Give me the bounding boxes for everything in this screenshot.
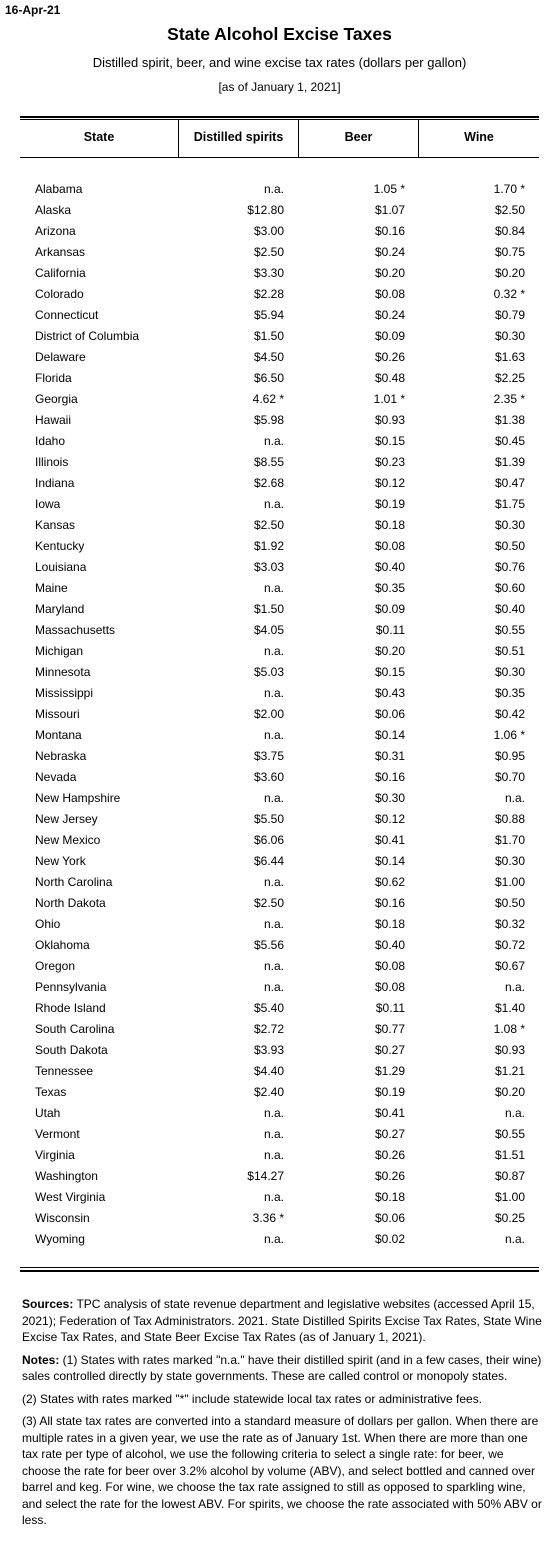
state-cell: Virginia [35,1148,75,1162]
distilled-spirits-cell: $1.50 [253,329,284,343]
column-header-distilled-spirits: Distilled spirits [193,130,284,144]
wine-cell: 1.08 * [493,1022,525,1036]
sources-note [22,1296,542,1346]
state-cell: Indiana [35,476,75,490]
beer-cell: $0.27 [374,1043,405,1057]
state-cell: Vermont [35,1127,80,1141]
distilled-spirits-cell: n.a. [263,980,284,994]
wine-cell: $1.63 [494,350,525,364]
wine-cell: $0.50 [494,539,525,553]
page-subtitle: Distilled spirit, beer, and wine excise tax rates (dollars per gallon) [92,55,467,70]
distilled-spirits-cell: $4.50 [253,350,284,364]
beer-cell: $0.19 [374,1085,405,1099]
distilled-spirits-cell: $2.50 [253,896,284,910]
distilled-spirits-cell: $2.68 [253,476,284,490]
distilled-spirits-cell: $5.40 [253,1001,284,1015]
beer-cell: $0.02 [374,1232,405,1246]
state-cell: Wyoming [35,1232,85,1246]
table-row [0,641,559,662]
distilled-spirits-cell: n.a. [263,581,284,595]
beer-cell: $0.26 [374,1169,405,1183]
distilled-spirits-cell: $6.44 [253,854,284,868]
state-cell: North Carolina [35,875,113,889]
state-cell: Delaware [35,350,86,364]
beer-cell: $0.11 [375,1001,405,1015]
beer-cell: $0.77 [374,1022,405,1036]
distilled-spirits-cell: $3.93 [253,1043,284,1057]
wine-cell: n.a. [504,1232,525,1246]
tax-table-body [0,179,559,1250]
table-row [0,1208,559,1229]
table-row [0,872,559,893]
wine-cell: n.a. [504,980,525,994]
beer-cell: $0.11 [375,623,405,637]
state-cell: Hawaii [35,413,72,427]
state-cell: Louisiana [35,560,87,574]
table-row [0,1124,559,1145]
table-top-rule-inner [20,119,539,120]
table-row [0,410,559,431]
table-row [0,788,559,809]
beer-cell: $0.16 [374,224,405,238]
state-cell: Alabama [35,182,83,196]
distilled-spirits-cell: $2.50 [253,245,284,259]
table-row [0,620,559,641]
table-row [0,263,559,284]
column-header-wine: Wine [464,130,494,144]
table-row [0,368,559,389]
beer-cell: $0.16 [374,896,405,910]
column-header-state: State [83,130,115,144]
state-cell: Colorado [35,287,84,301]
table-row [0,956,559,977]
wine-cell: 1.06 * [493,728,525,742]
notes-section [22,1296,542,1535]
wine-cell: $0.76 [494,560,525,574]
distilled-spirits-cell: n.a. [263,434,284,448]
table-row [0,914,559,935]
distilled-spirits-cell: $5.56 [253,938,284,952]
wine-cell: $0.84 [494,224,525,238]
wine-cell: $0.20 [494,1085,525,1099]
wine-cell: $2.25 [494,371,525,385]
state-cell: Arkansas [35,245,86,259]
state-cell: Connecticut [35,308,99,322]
state-cell: North Dakota [35,896,106,910]
beer-cell: $0.30 [374,791,405,805]
distilled-spirits-cell: $6.06 [253,833,284,847]
distilled-spirits-cell: n.a. [263,1148,284,1162]
beer-cell: $0.08 [374,959,405,973]
header-bottom-rule [20,157,539,158]
table-row [0,1229,559,1250]
distilled-spirits-cell: $1.50 [253,602,284,616]
state-cell: Missouri [35,707,80,721]
table-row [0,830,559,851]
state-cell: New Hampshire [35,791,121,805]
state-cell: Georgia [35,392,78,406]
distilled-spirits-cell: $2.40 [253,1085,284,1099]
state-cell: Pennsylvania [35,980,107,994]
table-row [0,1103,559,1124]
distilled-spirits-cell: $2.00 [253,707,284,721]
table-row [0,998,559,1019]
table-row [0,1187,559,1208]
distilled-spirits-cell: $3.03 [253,560,284,574]
table-top-rule [20,116,539,118]
beer-cell: $0.35 [374,581,405,595]
notes-label: Notes: [22,1352,60,1367]
state-cell: Nevada [35,770,77,784]
state-cell: Arizona [35,224,76,238]
report-date: 16-Apr-21 [5,3,61,17]
state-cell: New Jersey [35,812,98,826]
wine-cell: $0.95 [494,749,525,763]
table-row [0,515,559,536]
table-row [0,662,559,683]
wine-cell: $0.67 [494,959,525,973]
table-row [0,851,559,872]
state-cell: Washington [35,1169,98,1183]
state-cell: Michigan [35,644,84,658]
beer-cell: $0.40 [374,560,405,574]
state-cell: Rhode Island [35,1001,106,1015]
distilled-spirits-cell: $4.05 [253,623,284,637]
beer-cell: $0.26 [374,1148,405,1162]
state-cell: Illinois [35,455,69,469]
state-cell: Minnesota [35,665,91,679]
beer-cell: $0.14 [374,728,405,742]
table-row [0,1166,559,1187]
table-row [0,746,559,767]
beer-cell: $0.26 [374,350,405,364]
table-row [0,179,559,200]
wine-cell: $1.75 [494,497,525,511]
beer-cell: $0.12 [374,812,405,826]
table-row [0,704,559,725]
distilled-spirits-cell: n.a. [263,959,284,973]
distilled-spirits-cell: n.a. [263,644,284,658]
table-row [0,305,559,326]
table-row [0,1040,559,1061]
wine-cell: $0.60 [494,581,525,595]
distilled-spirits-cell: $2.28 [253,287,284,301]
table-bottom-rule-outer [20,1270,539,1272]
distilled-spirits-cell: $14.27 [247,1169,284,1183]
distilled-spirits-cell: n.a. [263,1127,284,1141]
beer-cell: $0.62 [374,875,405,889]
distilled-spirits-cell: n.a. [263,1106,284,1120]
note-3: (3) All state tax rates are converted into a standard measure of dollars per gallon. When there are multiple rates in a given year, we use the rate as of January 1st. When there are more than one tax rate per type of alcohol, we use the following criteria to select a single rate: for beer, we choose the rate for beer over 3.2% alcohol by volume (ABV), and select bottled and canned over barrel and keg. For wine, we choose the tax rate assigned to still as opposed to sparkling wine, and select the rate for the lowest ABV. For spirits, we choose the rate associated with 50% ABV or less. [22,1414,542,1527]
wine-cell: $0.70 [494,770,525,784]
state-cell: California [35,266,86,280]
beer-cell: $1.29 [374,1064,405,1078]
beer-cell: $0.41 [374,833,405,847]
wine-cell: $0.30 [494,518,525,532]
distilled-spirits-cell: n.a. [263,1190,284,1204]
wine-cell: $0.40 [494,602,525,616]
state-cell: Massachusetts [35,623,116,637]
state-cell: Nebraska [35,749,87,763]
table-row [0,284,559,305]
beer-cell: $0.15 [374,434,405,448]
table-row [0,242,559,263]
table-row [0,473,559,494]
distilled-spirits-cell: $2.50 [253,518,284,532]
wine-cell: $0.79 [494,308,525,322]
wine-cell: $1.00 [494,875,525,889]
table-row [0,389,559,410]
wine-cell: $1.40 [494,1001,525,1015]
beer-cell: $0.41 [374,1106,405,1120]
beer-cell: $0.24 [374,308,405,322]
sources-text: TPC analysis of state revenue department and legislative websites (accessed April 15, 2021); Federation of Tax Administrators. 2021. State Distilled Spirits Excise Tax Rates, State Wine Excise Tax Rates, and State Beer Excise Tax Rates (as of January 1, 2021). [22,1297,542,1344]
beer-cell: $0.09 [374,602,405,616]
wine-cell: $0.30 [494,854,525,868]
beer-cell: $0.08 [374,287,405,301]
wine-cell: 1.70 * [493,182,525,196]
table-row [0,326,559,347]
as-of-date: [as of January 1, 2021] [218,80,341,94]
wine-cell: $1.51 [494,1148,525,1162]
table-row [0,683,559,704]
wine-cell: $0.87 [494,1169,525,1183]
page-title: State Alcohol Excise Taxes [167,24,392,44]
wine-cell: $0.75 [494,245,525,259]
wine-cell: $2.50 [494,203,525,217]
table-row [0,1082,559,1103]
wine-cell: $1.39 [494,455,525,469]
wine-cell: $0.55 [494,1127,525,1141]
state-cell: Texas [35,1085,67,1099]
wine-cell: $0.50 [494,896,525,910]
distilled-spirits-cell: n.a. [263,182,284,196]
state-cell: Tennessee [35,1064,94,1078]
wine-cell: n.a. [504,791,525,805]
beer-cell: $0.18 [374,518,405,532]
beer-cell: $0.40 [374,938,405,952]
wine-cell: $0.20 [494,266,525,280]
beer-cell: $0.23 [374,455,405,469]
beer-cell: $0.48 [374,371,405,385]
state-cell: South Carolina [35,1022,115,1036]
table-row [0,536,559,557]
note-2: (2) States with rates marked "*" include statewide local tax rates or administrative fees. [22,1391,483,1406]
table-row [0,1145,559,1166]
wine-cell: $1.70 [494,833,525,847]
wine-cell: n.a. [504,1106,525,1120]
table-row [0,494,559,515]
beer-cell: $0.20 [374,644,405,658]
wine-cell: $0.32 [494,917,525,931]
table-row [0,221,559,242]
table-bottom-rule [20,1267,539,1268]
wine-cell: $0.88 [494,812,525,826]
state-cell: New Mexico [35,833,101,847]
distilled-spirits-cell: n.a. [263,917,284,931]
state-cell: New York [35,854,86,868]
distilled-spirits-cell: $5.98 [253,413,284,427]
state-cell: West Virginia [35,1190,106,1204]
distilled-spirits-cell: $3.75 [253,749,284,763]
distilled-spirits-cell: n.a. [263,686,284,700]
state-cell: Oklahoma [35,938,90,952]
distilled-spirits-cell: n.a. [263,791,284,805]
note-1 [22,1352,542,1385]
wine-cell: $0.55 [494,623,525,637]
table-row [0,1019,559,1040]
wine-cell: 0.32 * [493,287,525,301]
state-cell: Utah [35,1106,61,1120]
beer-cell: $0.06 [374,707,405,721]
distilled-spirits-cell: n.a. [263,1232,284,1246]
wine-cell: $0.72 [494,938,525,952]
distilled-spirits-cell: $1.92 [253,539,284,553]
state-cell: Kentucky [35,539,85,553]
wine-cell: $0.42 [494,707,525,721]
wine-cell: $0.51 [494,644,525,658]
wine-cell: $0.45 [494,434,525,448]
beer-cell: $0.18 [374,917,405,931]
distilled-spirits-cell: 4.62 * [252,392,284,406]
state-cell: South Dakota [35,1043,108,1057]
beer-cell: $0.16 [374,770,405,784]
state-cell: Oregon [35,959,76,973]
table-row [0,431,559,452]
beer-cell: $0.93 [374,413,405,427]
beer-cell: $0.27 [374,1127,405,1141]
column-header-beer: Beer [344,130,373,144]
distilled-spirits-cell: n.a. [263,875,284,889]
distilled-spirits-cell: $3.60 [253,770,284,784]
state-cell: Florida [35,371,72,385]
beer-cell: $0.18 [374,1190,405,1204]
wine-cell: $0.35 [494,686,525,700]
beer-cell: $0.24 [374,245,405,259]
state-cell: Maryland [35,602,85,616]
distilled-spirits-cell: 3.36 * [252,1211,284,1225]
wine-cell: $1.21 [494,1064,525,1078]
distilled-spirits-cell: n.a. [263,728,284,742]
distilled-spirits-cell: $8.55 [253,455,284,469]
wine-cell: 2.35 * [493,392,525,406]
beer-cell: $0.20 [374,266,405,280]
table-row [0,578,559,599]
table-row [0,725,559,746]
beer-cell: $0.14 [374,854,405,868]
state-cell: Ohio [35,917,61,931]
beer-cell: $1.07 [374,203,405,217]
beer-cell: $0.08 [374,539,405,553]
wine-cell: $1.00 [494,1190,525,1204]
state-cell: Alaska [35,203,72,217]
wine-cell: $0.30 [494,329,525,343]
beer-cell: $0.31 [374,749,405,763]
beer-cell: $0.19 [374,497,405,511]
distilled-spirits-cell: n.a. [263,497,284,511]
distilled-spirits-cell: $12.80 [247,203,284,217]
table-row [0,557,559,578]
wine-cell: $0.93 [494,1043,525,1057]
beer-cell: $0.15 [374,665,405,679]
table-row [0,200,559,221]
beer-cell: $0.08 [374,980,405,994]
beer-cell: 1.01 * [373,392,405,406]
table-row [0,977,559,998]
table-row [0,809,559,830]
state-cell: Montana [35,728,82,742]
wine-cell: $0.47 [494,476,525,490]
distilled-spirits-cell: $5.03 [253,665,284,679]
state-cell: Kansas [35,518,76,532]
table-row [0,452,559,473]
table-row [0,935,559,956]
state-cell: Mississippi [35,686,94,700]
table-row [0,893,559,914]
table-row [0,767,559,788]
table-row [0,599,559,620]
note-1-text: (1) States with rates marked "n.a." have their distilled spirit (and in a few cases, their wine) sales controlled directly by state governments. These are called control or monopoly states. [22,1352,542,1383]
table-row [0,347,559,368]
wine-cell: $0.25 [494,1211,525,1225]
beer-cell: $0.06 [374,1211,405,1225]
wine-cell: $0.30 [494,665,525,679]
wine-cell: $1.38 [494,413,525,427]
beer-cell: 1.05 * [373,182,405,196]
state-cell: Wisconsin [35,1211,90,1225]
distilled-spirits-cell: $5.94 [253,308,284,322]
beer-cell: $0.12 [374,476,405,490]
beer-cell: $0.43 [374,686,405,700]
distilled-spirits-cell: $3.00 [253,224,284,238]
distilled-spirits-cell: $6.50 [253,371,284,385]
beer-cell: $0.09 [374,329,405,343]
table-row [0,1061,559,1082]
distilled-spirits-cell: $5.50 [253,812,284,826]
distilled-spirits-cell: $3.30 [253,266,284,280]
state-cell: District of Columbia [35,329,140,343]
sources-label: Sources: [22,1297,74,1311]
state-cell: Maine [35,581,68,595]
distilled-spirits-cell: $2.72 [253,1022,284,1036]
state-cell: Idaho [35,434,66,448]
state-cell: Iowa [35,497,61,511]
distilled-spirits-cell: $4.40 [253,1064,284,1078]
